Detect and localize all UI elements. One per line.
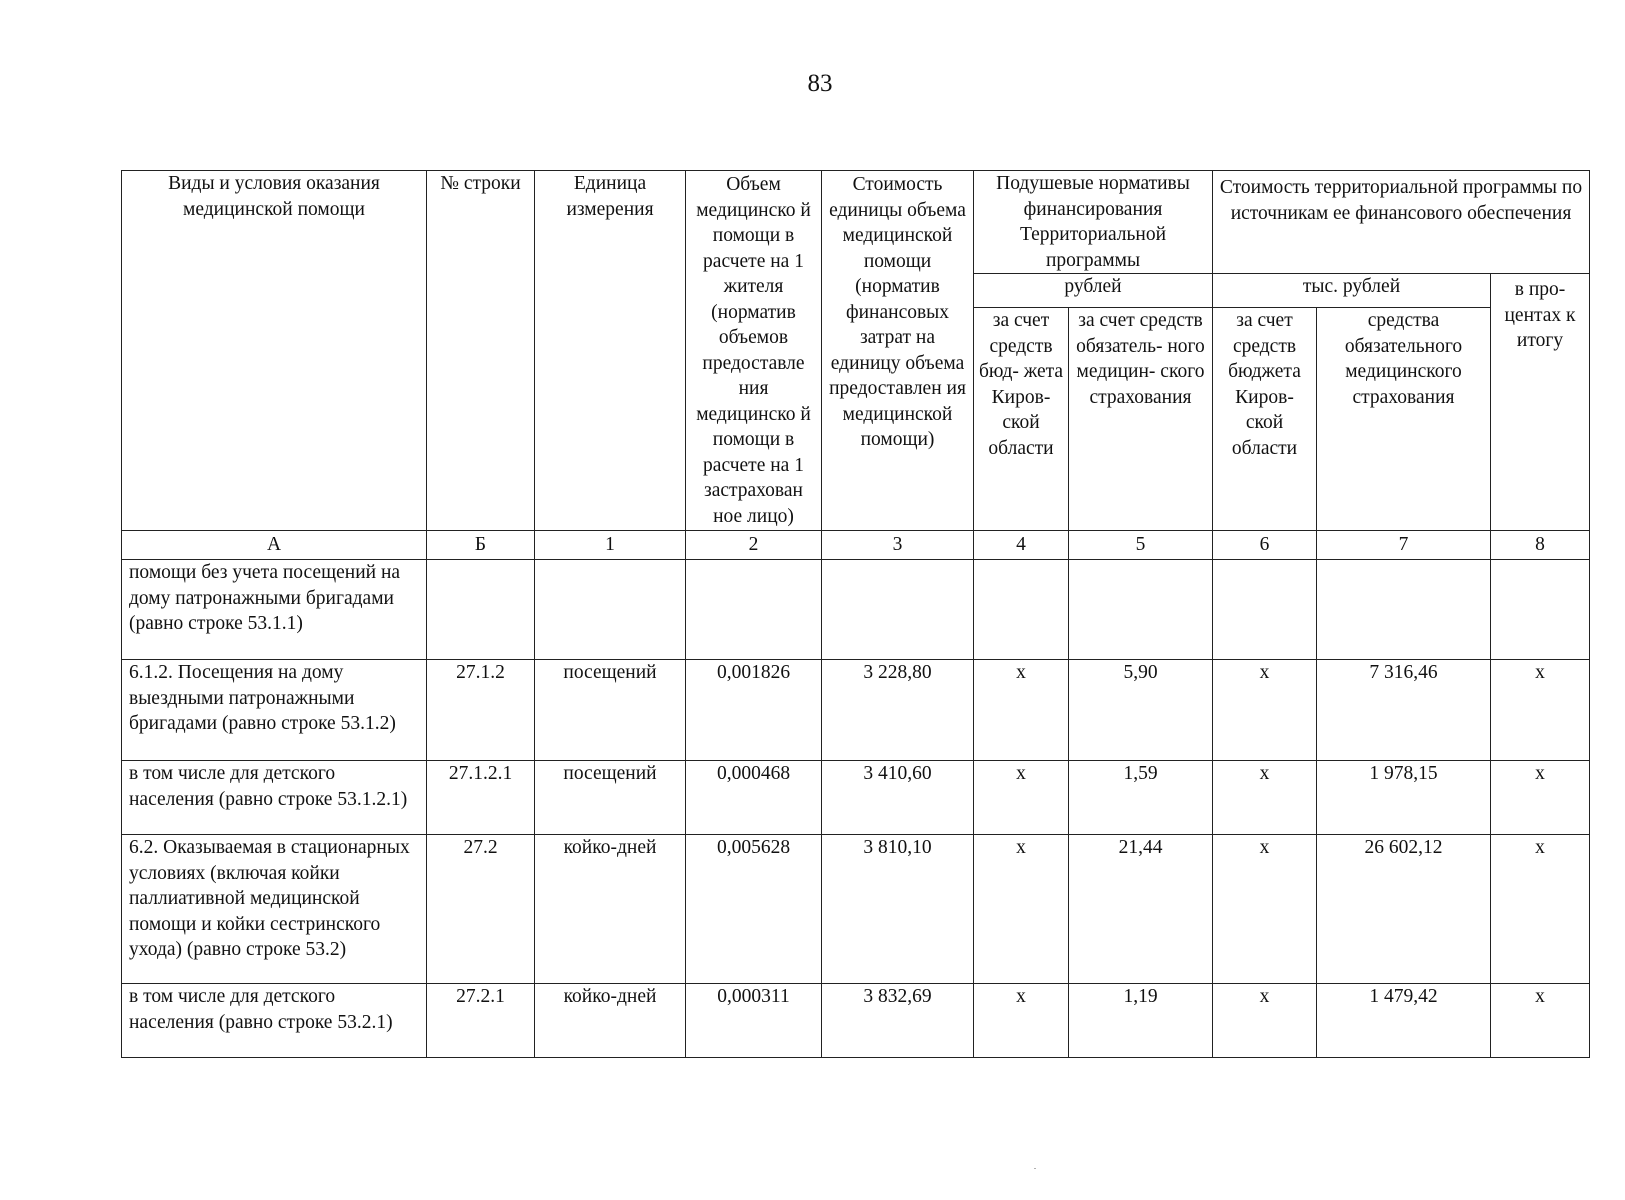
- cell-volume: 0,000468: [686, 761, 822, 835]
- cell-cost: 3 228,80: [822, 660, 974, 761]
- table-row: [122, 984, 1590, 1058]
- cell-type-of-care: в том числе для детского населения (равно строке 53.2.1): [122, 984, 427, 1058]
- cell-type-of-care: в том числе для детского населения (равно строке 53.1.2.1): [122, 761, 427, 835]
- cell-cost: 3 410,60: [822, 761, 974, 835]
- cell-volume: 0,001826: [686, 660, 822, 761]
- cell-volume: 0,000311: [686, 984, 822, 1058]
- cell-type-of-care: 6.2. Оказываемая в стационарных условиях (включая койки паллиативной медицинской помощи и койки сестринского ухода) (равно строке 53.2): [122, 835, 427, 984]
- cell-cost: 3 810,10: [822, 835, 974, 984]
- cell-budget-norm: х: [974, 984, 1069, 1058]
- cell-oms-total: 1 479,42: [1317, 984, 1491, 1058]
- cell-row-number: 27.1.2: [427, 660, 535, 761]
- cell-unit: [535, 560, 686, 660]
- table-row: [122, 835, 1590, 984]
- cell-oms-norm: [1069, 560, 1213, 660]
- header-type-of-care: Виды и условия оказания медицинской помощи: [122, 171, 427, 531]
- cell-percent: [1491, 560, 1590, 660]
- cell-unit: посещений: [535, 660, 686, 761]
- cell-volume: [686, 560, 822, 660]
- cell-oms-total: 26 602,12: [1317, 835, 1491, 984]
- header-row-1: [122, 171, 1590, 274]
- cell-oms-total: 7 316,46: [1317, 660, 1491, 761]
- cell-type-of-care: помощи без учета посещений на дому патронажными бригадами (равно строке 53.1.1): [122, 560, 427, 660]
- header-volume: Объем медицинско й помощи в расчете на 1 жителя (норматив объемов предоставле ния медицинско й помощи в расчете на 1 застрахован ное лицо): [686, 171, 822, 531]
- cell-budget-total: х: [1213, 835, 1317, 984]
- header-budget-cost: за счет средств бюджета Киров- ской области: [1213, 308, 1317, 531]
- cell-oms-norm: 1,19: [1069, 984, 1213, 1058]
- cell-row-number: [427, 560, 535, 660]
- cell-percent: х: [1491, 761, 1590, 835]
- scan-speck: [1034, 1168, 1036, 1169]
- column-number: 1: [535, 531, 686, 560]
- cell-percent: х: [1491, 984, 1590, 1058]
- header-per-capita: Подушевые нормативы финансирования Территориальной программы: [974, 171, 1213, 274]
- header-cost: Стоимость единицы объема медицинской помощи (норматив финансовых затрат на единицу объема предоставлен ия медицинской помощи): [822, 171, 974, 531]
- header-oms-cost: средства обязательного медицинского страхования: [1317, 308, 1491, 531]
- column-number: А: [122, 531, 427, 560]
- cell-budget-total: х: [1213, 660, 1317, 761]
- header-program-cost: Стоимость территориальной программы по источникам ее финансового обеспечения: [1213, 171, 1590, 274]
- cell-type-of-care: 6.1.2. Посещения на дому выездными патронажными бригадами (равно строке 53.1.2): [122, 660, 427, 761]
- cell-percent: х: [1491, 835, 1590, 984]
- cell-budget-norm: х: [974, 660, 1069, 761]
- column-number-row: [122, 531, 1590, 560]
- cell-oms-norm: 21,44: [1069, 835, 1213, 984]
- cell-budget-total: х: [1213, 761, 1317, 835]
- column-number: 6: [1213, 531, 1317, 560]
- cell-budget-total: х: [1213, 984, 1317, 1058]
- column-number: 8: [1491, 531, 1590, 560]
- cell-row-number: 27.2: [427, 835, 535, 984]
- column-number: 3: [822, 531, 974, 560]
- table-row: [122, 761, 1590, 835]
- cell-cost: [822, 560, 974, 660]
- header-row-number: № строки: [427, 171, 535, 531]
- cell-oms-total: [1317, 560, 1491, 660]
- cell-oms-total: 1 978,15: [1317, 761, 1491, 835]
- cell-budget-norm: х: [974, 761, 1069, 835]
- column-number: 5: [1069, 531, 1213, 560]
- cell-budget-total: [1213, 560, 1317, 660]
- cell-unit: посещений: [535, 761, 686, 835]
- header-unit: Единица измерения: [535, 171, 686, 531]
- table-row: [122, 560, 1590, 660]
- column-number: 4: [974, 531, 1069, 560]
- table-row: [122, 660, 1590, 761]
- header-oms-per-capita: за счет средств обязатель- ного медицин- ского страхования: [1069, 308, 1213, 531]
- header-rubles: рублей: [974, 274, 1213, 308]
- financing-table: [121, 170, 1590, 1058]
- column-number: 2: [686, 531, 822, 560]
- cell-cost: 3 832,69: [822, 984, 974, 1058]
- column-number: Б: [427, 531, 535, 560]
- cell-row-number: 27.1.2.1: [427, 761, 535, 835]
- cell-budget-norm: х: [974, 835, 1069, 984]
- page-number: 83: [807, 70, 833, 97]
- cell-unit: койко-дней: [535, 835, 686, 984]
- cell-percent: х: [1491, 660, 1590, 761]
- cell-volume: 0,005628: [686, 835, 822, 984]
- column-number: 7: [1317, 531, 1491, 560]
- cell-oms-norm: 1,59: [1069, 761, 1213, 835]
- cell-oms-norm: 5,90: [1069, 660, 1213, 761]
- header-budget-per-capita: за счет средств бюд- жета Киров- ской области: [974, 308, 1069, 531]
- cell-budget-norm: [974, 560, 1069, 660]
- cell-row-number: 27.2.1: [427, 984, 535, 1058]
- header-thousand-rubles: тыс. рублей: [1213, 274, 1491, 308]
- header-percent: в про- центах к итогу: [1491, 274, 1590, 531]
- cell-unit: койко-дней: [535, 984, 686, 1058]
